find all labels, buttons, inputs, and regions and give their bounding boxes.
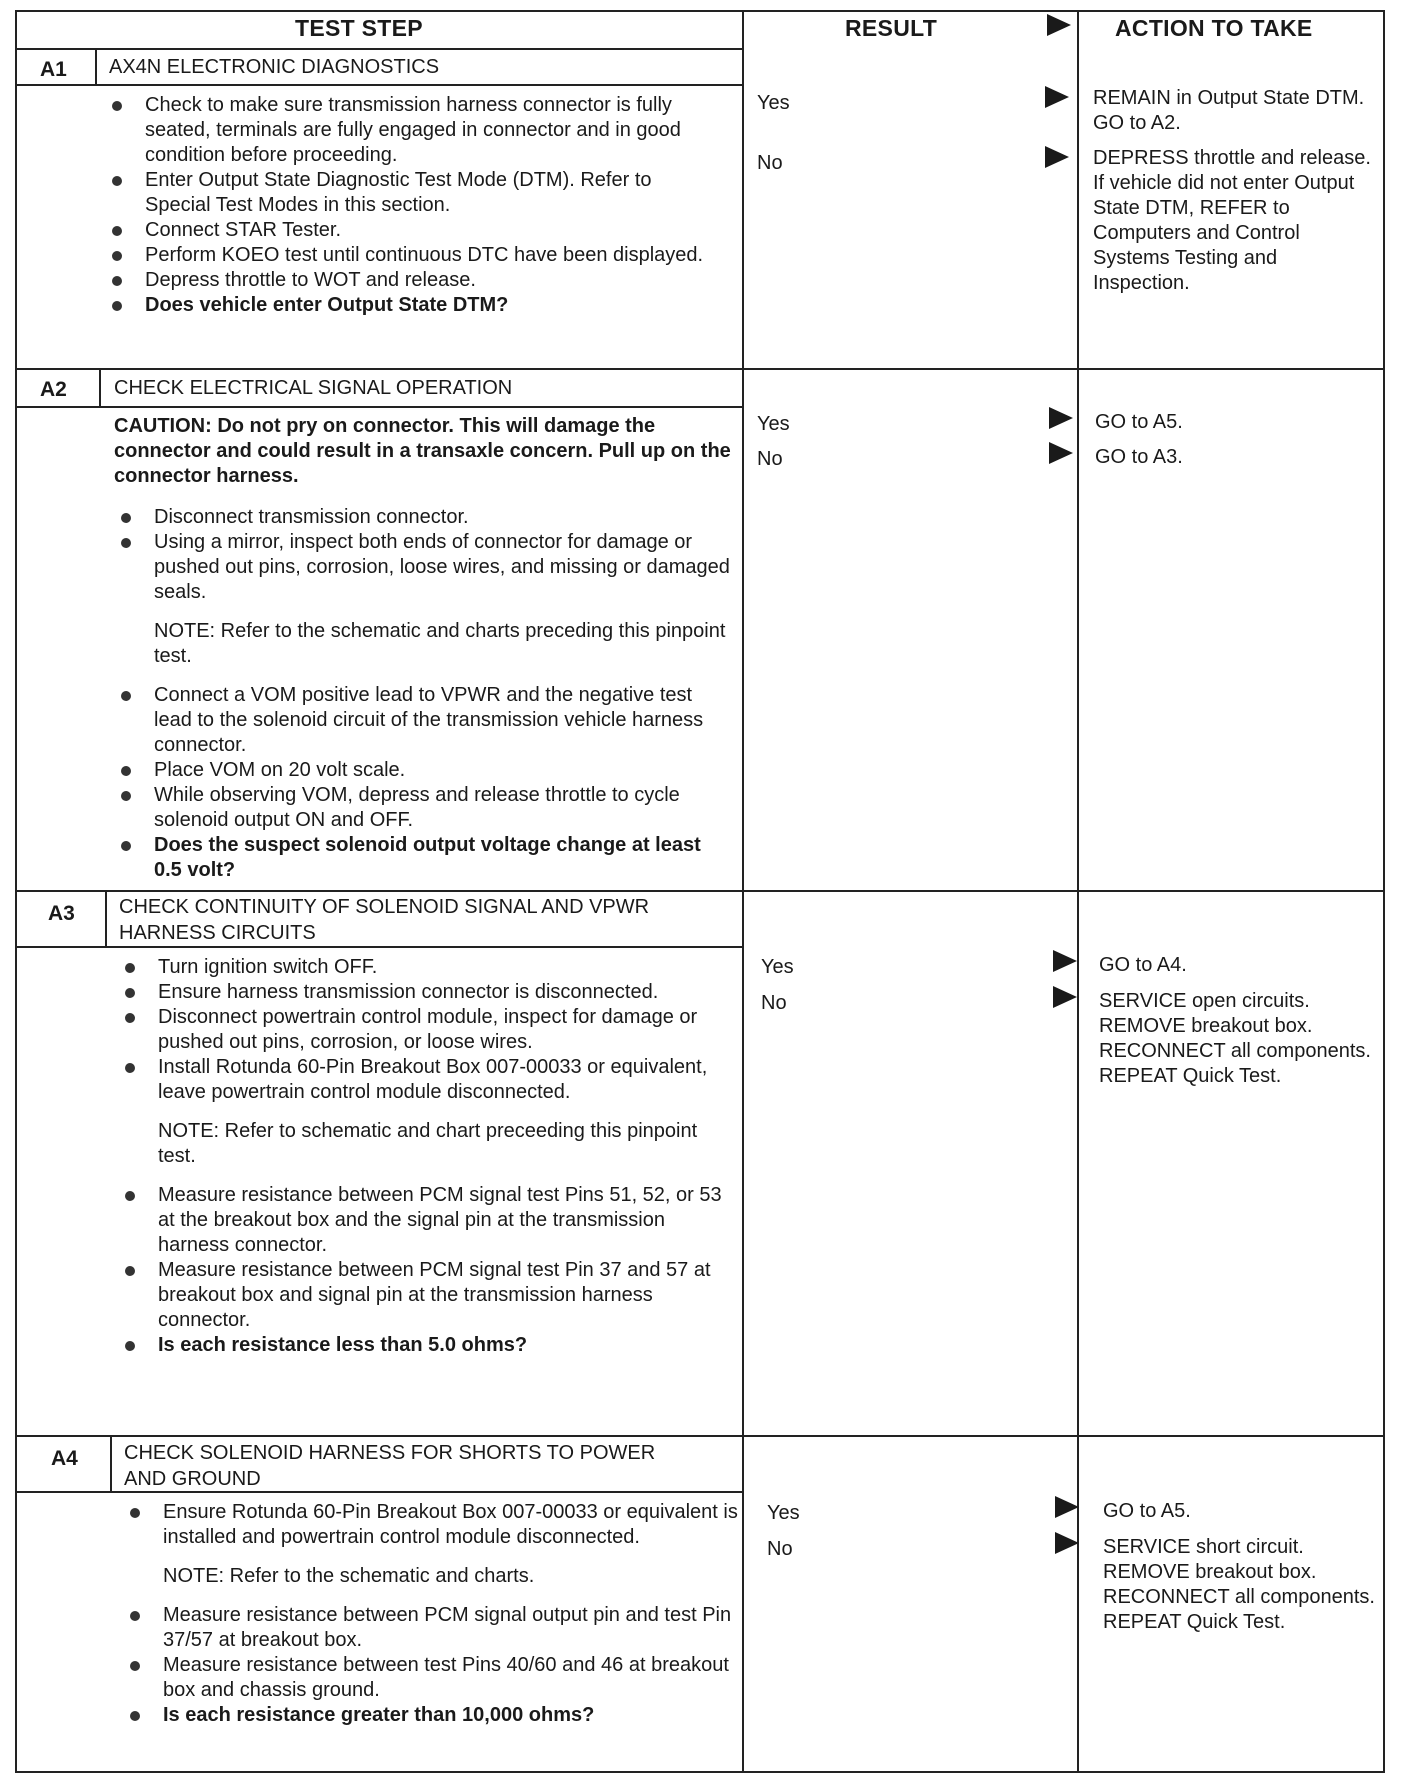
arrow-icon: [1055, 1496, 1079, 1518]
step-id-divider: [99, 368, 101, 406]
action-yes: GO to A5.: [1103, 1500, 1191, 1522]
step-question: Does the suspect solenoid output voltage change at least 0.5 volt?: [114, 833, 734, 883]
list-item: Perform KOEO test until continuous DTC have been displayed.: [105, 243, 715, 268]
header-action-to-take: ACTION TO TAKE: [1115, 15, 1313, 41]
step-id: A4: [51, 1447, 78, 1470]
step-title: CHECK ELECTRICAL SIGNAL OPERATION: [114, 377, 513, 399]
arrow-icon: [1053, 986, 1077, 1008]
list-item: Connect a VOM positive lead to VPWR and the negative test lead to the solenoid circuit of the transmission vehicle harness connector.: [114, 683, 734, 758]
action-no: SERVICE open circuits. REMOVE breakout box. RECONNECT all components. REPEAT Quick Test.: [1099, 990, 1371, 1087]
step-question: Is each resistance greater than 10,000 ohms?: [123, 1703, 738, 1728]
list-item: Check to make sure transmission harness connector is fully seated, terminals are fully engaged in connector and in good condition before proceeding.: [105, 93, 715, 168]
step-title-rule: [15, 406, 742, 408]
step-body: [105, 93, 715, 318]
row-divider: [15, 368, 1385, 370]
result-yes: Yes: [767, 1502, 800, 1524]
list-item: Place VOM on 20 volt scale.: [114, 758, 734, 783]
action-yes: GO to A4.: [1099, 954, 1187, 976]
step-id-divider: [110, 1435, 112, 1491]
list-item: Depress throttle to WOT and release.: [105, 268, 715, 293]
action-yes: REMAIN in Output State DTM. GO to A2.: [1093, 87, 1365, 134]
step-title-rule: [15, 1491, 742, 1493]
arrow-icon: [1045, 146, 1069, 168]
step-title: CHECK SOLENOID HARNESS FOR SHORTS TO POWER AND GROUND: [124, 1442, 656, 1490]
step-question: Does vehicle enter Output State DTM?: [105, 293, 715, 318]
step-title-rule: [15, 84, 742, 86]
list-item: While observing VOM, depress and release throttle to cycle solenoid output ON and OFF.: [114, 783, 734, 833]
list-item: Turn ignition switch OFF.: [118, 955, 738, 980]
arrow-icon: [1055, 1532, 1079, 1554]
list-item: Ensure Rotunda 60-Pin Breakout Box 007-00033 or equivalent is installed and powertrain control module disconnected.: [123, 1500, 738, 1550]
result-no: No: [757, 448, 783, 470]
header-result: RESULT: [845, 15, 938, 41]
row-divider: [15, 890, 1385, 892]
result-arrow-icon: [1047, 14, 1071, 36]
list-item: Ensure harness transmission connector is disconnected.: [118, 980, 738, 1005]
arrow-icon: [1049, 407, 1073, 429]
result-no: No: [767, 1538, 793, 1560]
note-text: NOTE: Refer to the schematic and charts.: [163, 1565, 535, 1587]
diagnostic-table: [15, 10, 1385, 1773]
list-item: Measure resistance between PCM signal test Pin 37 and 57 at breakout box and signal pin at the transmission harness connector.: [118, 1258, 738, 1333]
step-body: [123, 1500, 738, 1728]
step-id-divider: [95, 48, 97, 84]
step-id-divider: [105, 890, 107, 946]
list-item: Measure resistance between test Pins 40/60 and 46 at breakout box and chassis ground.: [123, 1653, 738, 1703]
step-id: A3: [48, 902, 75, 925]
list-item: Measure resistance between PCM signal output pin and test Pin 37/57 at breakout box.: [123, 1603, 738, 1653]
result-no: No: [761, 992, 787, 1014]
result-yes: Yes: [761, 956, 794, 978]
result-no: No: [757, 152, 783, 174]
note-text: NOTE: Refer to schematic and chart preceeding this pinpoint test.: [158, 1120, 698, 1167]
caution-text: CAUTION: Do not pry on connector. This will damage the connector and could result in a transaxle concern. Pull up on the connector harness.: [114, 415, 731, 487]
step-body: [114, 414, 734, 883]
step-body: [118, 955, 738, 1358]
action-no: SERVICE short circuit. REMOVE breakout box. RECONNECT all components. REPEAT Quick Test.: [1103, 1536, 1375, 1633]
step-title-rule: [15, 946, 742, 948]
list-item: Using a mirror, inspect both ends of connector for damage or pushed out pins, corrosion, loose wires, and missing or damaged seals.: [114, 530, 734, 605]
arrow-icon: [1045, 86, 1069, 108]
list-item: Enter Output State Diagnostic Test Mode (DTM). Refer to Special Test Modes in this section.: [105, 168, 715, 218]
action-no: DEPRESS throttle and release. If vehicle did not enter Output State DTM, REFER to Computers and Control Systems Testing and Inspection.: [1093, 147, 1371, 294]
list-item: Measure resistance between PCM signal test Pins 51, 52, or 53 at the breakout box and the signal pin at the transmission harness connector.: [118, 1183, 738, 1258]
list-item: Disconnect transmission connector.: [114, 505, 734, 530]
step-id: A2: [40, 378, 67, 401]
row-divider: [15, 1435, 1385, 1437]
action-yes: GO to A5.: [1095, 411, 1183, 433]
step-title: AX4N ELECTRONIC DIAGNOSTICS: [109, 56, 440, 78]
header-test-step: TEST STEP: [295, 15, 423, 41]
result-yes: Yes: [757, 92, 790, 114]
list-item: Connect STAR Tester.: [105, 218, 715, 243]
step-question: Is each resistance less than 5.0 ohms?: [118, 1333, 738, 1358]
arrow-icon: [1049, 442, 1073, 464]
step-id: A1: [40, 58, 67, 81]
step-title: CHECK CONTINUITY OF SOLENOID SIGNAL AND VPWR HARNESS CIRCUITS: [119, 896, 650, 944]
action-no: GO to A3.: [1095, 446, 1183, 468]
header-rule: [15, 48, 742, 50]
list-item: Disconnect powertrain control module, inspect for damage or pushed out pins, corrosion, or loose wires.: [118, 1005, 738, 1055]
list-item: Install Rotunda 60-Pin Breakout Box 007-00033 or equivalent, leave powertrain control module disconnected.: [118, 1055, 738, 1105]
arrow-icon: [1053, 950, 1077, 972]
note-text: NOTE: Refer to the schematic and charts preceding this pinpoint test.: [154, 620, 726, 667]
result-yes: Yes: [757, 413, 790, 435]
